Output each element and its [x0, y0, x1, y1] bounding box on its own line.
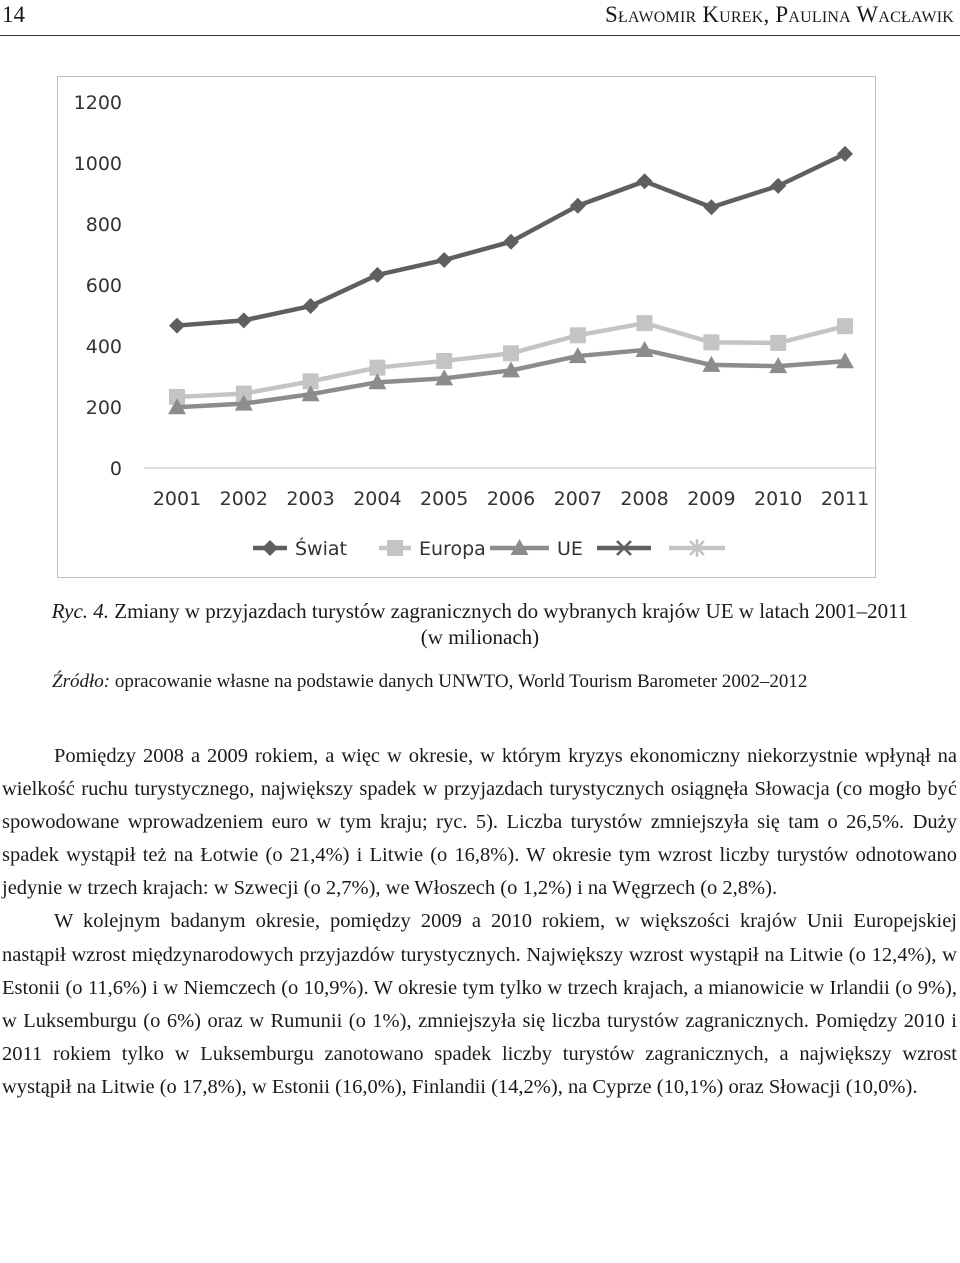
data-point-0 — [303, 298, 319, 314]
y-tick-label: 600 — [85, 275, 122, 297]
x-tick-label: 2007 — [553, 488, 602, 510]
running-head-authors: Sławomir Kurek, Paulina Wacławik — [605, 2, 954, 27]
line-chart — [1, 1, 960, 601]
caption-line-1: Zmiany w przyjazdach turystów zagranicznych do wybranych krajów UE w latach 2001–2011 — [114, 599, 909, 623]
body-text — [2, 740, 957, 1104]
data-point-1 — [837, 318, 853, 334]
data-point-1 — [570, 327, 586, 343]
data-point-1 — [770, 335, 786, 351]
y-tick-label: 0 — [109, 458, 122, 480]
source-text: opracowanie własne na podstawie danych UNWTO, World Tourism Barometer 2002–2012 — [114, 671, 808, 692]
legend-label: Europa — [419, 538, 486, 560]
caption-label: Ryc. 4. — [51, 599, 110, 623]
x-tick-label: 2005 — [420, 488, 469, 510]
data-point-0 — [837, 146, 853, 162]
x-tick-label: 2002 — [219, 488, 268, 510]
data-point-0 — [236, 312, 252, 328]
paragraph-1: Pomiędzy 2008 a 2009 rokiem, a więc w okresie, w którym kryzys ekonomiczny niekorzystnie wpłynął na wielkość ruchu turystycznego, największy spadek w przyjazdach turystycznych osiągnęła Słowacja (co mogło być spowodowane wprowadzeniem euro w tym kraju; ryc. 5). Liczba turystów zmniejszyła się tam o 26,5%. Duży spadek wystąpił też na Łotwie (o 21,4%) i Litwie (o 16,8%). W okresie tym wzrost liczby turystów odnotowano jedynie w trzech krajach: w Szwecji (o 2,7%), we Włoszech (o 1,2%) i na Węgrzech (o 2,8%). — [2, 745, 957, 900]
data-point-1 — [703, 334, 719, 350]
data-point-1 — [369, 360, 385, 376]
figure-source — [52, 671, 807, 693]
x-tick-label: 2010 — [754, 488, 803, 510]
data-point-0 — [637, 173, 653, 189]
x-tick-label: 2006 — [486, 488, 536, 510]
data-point-0 — [436, 252, 452, 268]
y-tick-label: 1000 — [73, 153, 122, 175]
data-point-0 — [503, 234, 519, 250]
x-tick-label: 2001 — [152, 488, 202, 510]
data-point-1 — [637, 315, 653, 331]
figure-chart — [57, 76, 876, 578]
data-point-0 — [369, 267, 385, 283]
data-point-1 — [503, 345, 519, 361]
y-tick-label: 800 — [85, 214, 122, 236]
data-point-0 — [770, 178, 786, 194]
legend-marker — [262, 540, 278, 556]
data-point-0 — [570, 198, 586, 214]
legend-marker — [387, 540, 403, 556]
data-point-0 — [169, 318, 185, 334]
x-tick-label: 2009 — [687, 488, 736, 510]
caption-line-2: (w milionach) — [420, 625, 540, 649]
legend-label: Świat — [295, 538, 347, 560]
x-tick-label: 2008 — [620, 488, 669, 510]
paragraph-2: W kolejnym badanym okresie, pomiędzy 2009 a 2010 rokiem, w większości krajów Unii Europejskiej nastąpił wzrost międzynarodowych przyjazdów turystycznych. Największy wzrost wystąpił na Litwie (o 12,4%), w Estonii (o 11,6%) i w Niemczech (o 10,9%). W okresie tym tylko w trzech krajach, a mianowicie w Irlandii (o 9%), w Luksemburgu (o 6%) oraz w Rumunii (o 1%), zmniejszyła się liczba turystów zagranicznych. Pomiędzy 2010 i 2011 rokiem tylko w Luksemburgu zanotowano spadek liczby turystów zagranicznych, a największy wzrost wystąpił na Litwie (o 17,8%), w Estonii (16,0%), Finlandii (14,2%), na Cyprze (10,1%) oraz Słowacji (10,0%). — [2, 910, 957, 1098]
x-tick-label: 2011 — [820, 488, 870, 510]
data-point-0 — [703, 199, 719, 215]
data-point-1 — [436, 353, 452, 369]
figure-caption — [0, 598, 960, 650]
y-tick-label: 400 — [85, 336, 122, 358]
legend-label: UE — [557, 538, 583, 560]
y-tick-label: 1200 — [73, 92, 122, 114]
source-label: Źródło: — [52, 671, 111, 692]
page-number: 14 — [2, 2, 25, 27]
x-tick-label: 2004 — [353, 488, 402, 510]
y-tick-label: 200 — [85, 397, 122, 419]
x-tick-label: 2003 — [286, 488, 335, 510]
